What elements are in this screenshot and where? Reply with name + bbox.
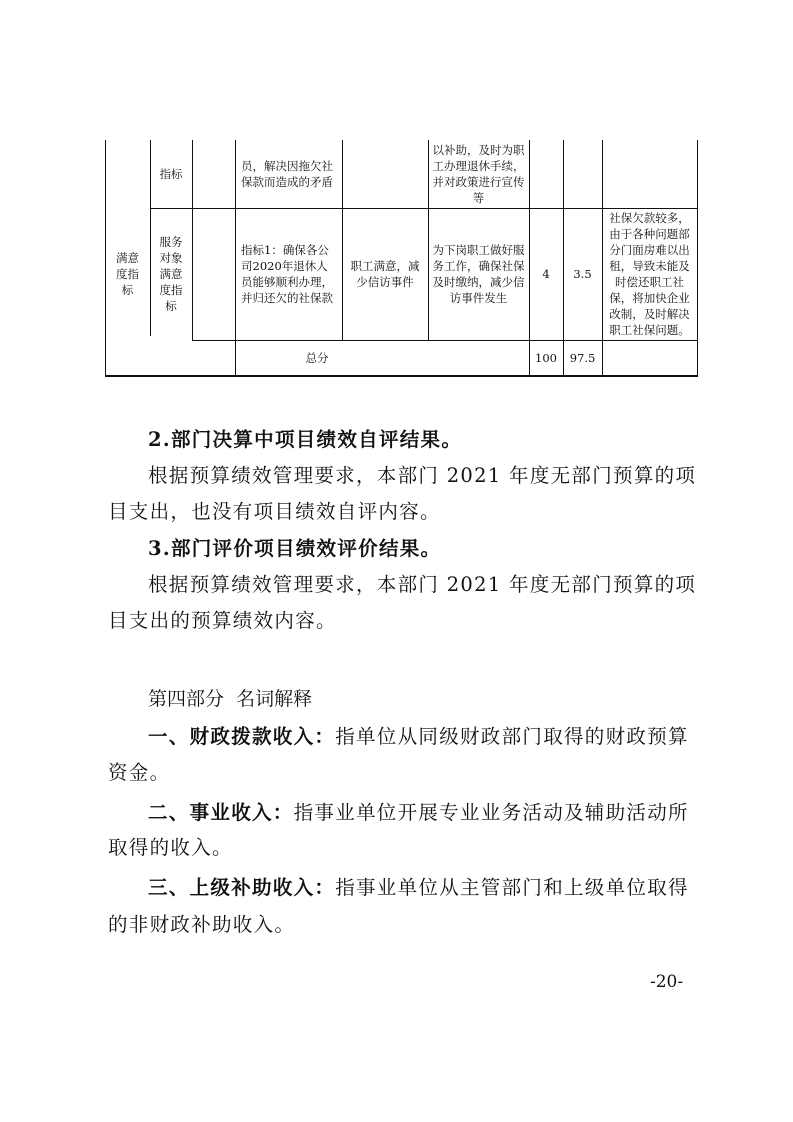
cell-satisfaction-weight: 4 bbox=[542, 267, 550, 281]
term-label: 三、上级补助收入： bbox=[148, 876, 336, 899]
cell-satisfaction-score: 3.5 bbox=[573, 267, 592, 281]
cell-satisfaction-category: 满意度指标 bbox=[116, 251, 139, 297]
term-continuation: 资金。 bbox=[108, 761, 171, 784]
term-definition bbox=[148, 797, 689, 825]
performance-table bbox=[105, 140, 698, 376]
total-weight: 100 bbox=[535, 350, 557, 365]
term-label: 二、事业收入： bbox=[148, 801, 294, 824]
cell-satisfaction-remark: 社保欠款较多，由于各种问题部分门面房难以出租，导致未能及时偿还职工社保，将加快企业改制，及时解决职工社保问题。 bbox=[609, 211, 690, 337]
paragraph-line: 目支出的预算绩效内容。 bbox=[108, 609, 337, 632]
cell-satisfaction-subcategory: 服务对象满意度指标 bbox=[159, 235, 183, 313]
total-label: 总分 bbox=[305, 350, 329, 365]
term-continuation: 的非财政补助收入。 bbox=[108, 913, 296, 936]
term-text: 指事业单位开展专业业务活动及辅助活动所 bbox=[293, 801, 689, 824]
term-definition bbox=[148, 721, 689, 749]
cell-indicator-content: 员，解决因拖欠社保款而造成的矛盾 bbox=[241, 159, 333, 189]
heading-project-self-evaluation: 2.部门决算中项目绩效自评结果。 bbox=[148, 428, 463, 451]
term-label: 一、财政拨款收入： bbox=[148, 725, 336, 748]
term-text: 指事业单位从主管部门和上级单位取得 bbox=[335, 876, 689, 899]
heading-project-evaluation: 3.部门评价项目绩效评价结果。 bbox=[148, 537, 442, 560]
paragraph-line: 根据预算绩效管理要求，本部门 2021 年度无部门预算的项 bbox=[148, 464, 697, 487]
cell-indicator-type: 指标 bbox=[159, 167, 183, 181]
paragraph-line: 目支出，也没有项目绩效自评内容。 bbox=[108, 500, 441, 523]
term-definition bbox=[148, 872, 689, 900]
cell-satisfaction-measures: 为下岗职工做好服务工作，确保社保及时缴纳，减少信访事件发生 bbox=[432, 243, 525, 305]
term-continuation: 取得的收入。 bbox=[108, 836, 233, 859]
paragraph-line: 根据预算绩效管理要求，本部门 2021 年度无部门预算的项 bbox=[148, 573, 697, 596]
cell-measures: 以补助，及时为职工办理退休手续，并对政策进行宣传等 bbox=[432, 143, 525, 205]
cell-satisfaction-indicator: 指标1：确保各公司2020年退休人员能够顺利办理，并归还欠的社保款 bbox=[241, 243, 333, 305]
total-score: 97.5 bbox=[569, 350, 596, 365]
page-number: -20- bbox=[650, 972, 684, 992]
term-text: 指单位从同级财政部门取得的财政预算 bbox=[335, 725, 689, 748]
cell-satisfaction-target: 职工满意，减少信访事件 bbox=[350, 259, 420, 289]
part-four-title: 第四部分 名词解释 bbox=[148, 688, 313, 710]
